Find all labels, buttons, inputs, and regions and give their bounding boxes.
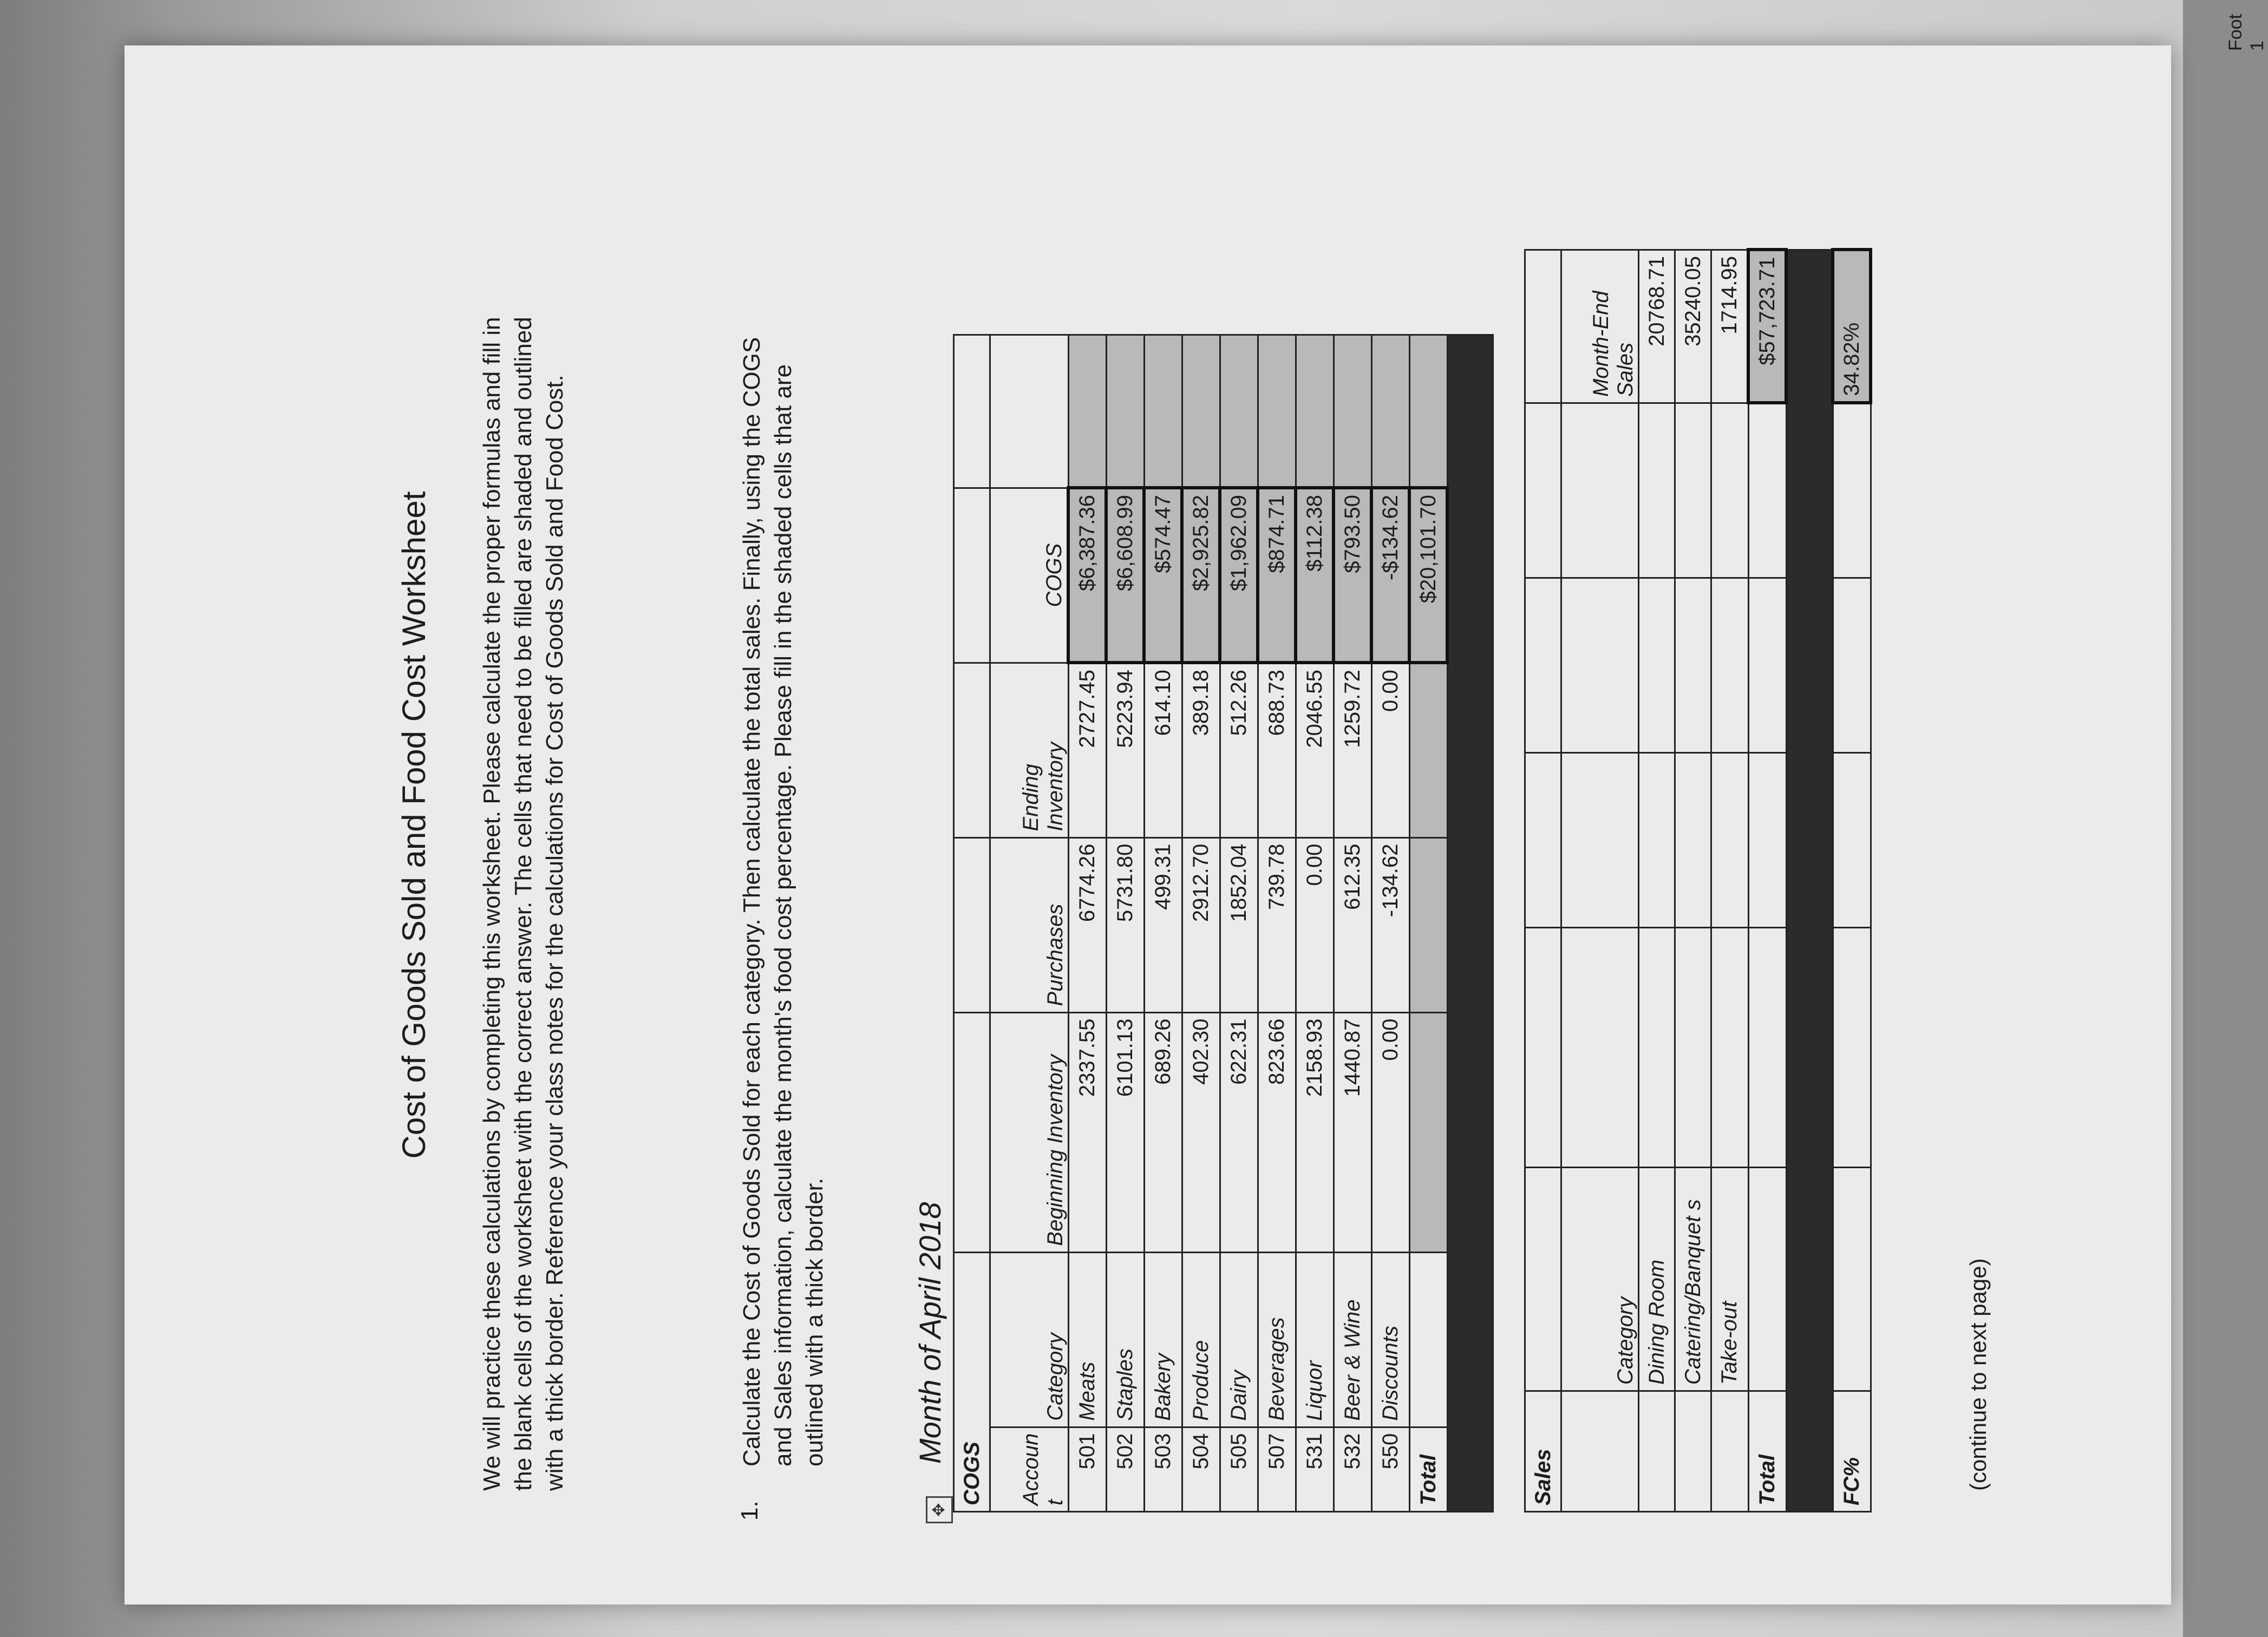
page-number: 1 [2247, 41, 2267, 51]
table-divider [1786, 250, 1833, 1512]
cogs-cell[interactable]: $112.38 [1296, 488, 1334, 663]
sales-category-cell: Dining Room [1639, 1168, 1675, 1391]
cogs-table [953, 334, 1494, 1512]
sales-category-cell: Take-out [1711, 1168, 1749, 1391]
ending-cell: 614.10 [1144, 663, 1182, 837]
purchases-cell: 1852.04 [1220, 837, 1258, 1012]
fc-value-cell[interactable]: 34.82% [1833, 250, 1871, 403]
sales-category-cell: Catering/Banquet s [1675, 1168, 1711, 1391]
category-cell: Liquor [1296, 1252, 1334, 1427]
sales-value-cell: 35240.05 [1675, 250, 1711, 403]
header-cogs: COGS [990, 488, 1069, 663]
cogs-cell[interactable]: $6,387.36 [1068, 488, 1106, 663]
cogs-total-row [1409, 335, 1447, 1511]
ending-cell: 2046.55 [1296, 663, 1334, 837]
category-cell: Dairy [1220, 1252, 1258, 1427]
account-cell: 531 [1296, 1427, 1334, 1511]
cogs-cell[interactable]: $874.71 [1258, 488, 1296, 663]
purchases-cell: 0.00 [1296, 837, 1334, 1012]
instruction-paragraph: Calculate the Cost of Goods Sold for each category. Then calculate the total sales. Finally, using the COGS and Sales information, calculate the month's food cost percentage. Please fill in the shaded cells that are outlined with a thick border. [738, 337, 828, 1466]
category-cell: Meats [1068, 1252, 1106, 1427]
purchases-cell: 612.35 [1334, 837, 1371, 1012]
purchases-cell: 6774.26 [1068, 837, 1106, 1012]
category-cell: Discounts [1371, 1252, 1409, 1427]
purchases-cell: 2912.70 [1182, 837, 1220, 1012]
page-title: Cost of Goods Sold and Food Cost Worksheet [396, 491, 432, 1159]
ending-cell: 1259.72 [1334, 663, 1371, 837]
table-row [1144, 335, 1182, 1511]
sales-header-category: Category [1561, 1168, 1639, 1391]
beginning-cell: 823.66 [1258, 1012, 1296, 1252]
cogs-cell[interactable]: $2,925.82 [1182, 488, 1220, 663]
month-heading: Month of April 2018 [913, 1202, 947, 1464]
beginning-cell: 622.31 [1220, 1012, 1258, 1252]
table-row [1296, 335, 1334, 1511]
account-cell: 502 [1106, 1427, 1144, 1511]
account-cell: 507 [1258, 1427, 1296, 1511]
instruction-number: 1. [736, 1501, 763, 1521]
beginning-cell: 689.26 [1144, 1012, 1182, 1252]
account-cell: 505 [1220, 1427, 1258, 1511]
header-account: Accoun t [990, 1427, 1069, 1511]
beginning-cell: 6101.13 [1106, 1012, 1144, 1252]
category-cell: Bakery [1144, 1252, 1182, 1427]
table-move-handle-icon[interactable]: ✥ [926, 1496, 953, 1523]
account-cell: 501 [1068, 1427, 1106, 1511]
account-cell: 503 [1144, 1427, 1182, 1511]
ending-cell: 0.00 [1371, 663, 1409, 837]
category-cell: Beer & Wine [1334, 1252, 1371, 1427]
category-cell: Produce [1182, 1252, 1220, 1427]
cogs-section-label: COGS [954, 1252, 990, 1511]
beginning-cell: 0.00 [1371, 1012, 1409, 1252]
account-cell: 504 [1182, 1427, 1220, 1511]
beginning-cell: 1440.87 [1334, 1012, 1371, 1252]
table-row [1334, 335, 1371, 1511]
table-row [1711, 250, 1749, 1512]
table-row [1220, 335, 1258, 1511]
beginning-cell: 402.30 [1182, 1012, 1220, 1252]
intro-paragraph: We will practice these calculations by completing this worksheet. Please calculate the proper formulas and fill in the blank cells of the worksheet with the correct answer. The cells that need to be filled are shaded and outlined with a thick border. Reference your class notes for the calculations for Cost of Goods Sold and Food Cost. [479, 317, 568, 1491]
footer-label: Foot [2225, 14, 2246, 51]
cogs-total-cell[interactable]: $20,101.70 [1409, 488, 1447, 663]
table-row [1106, 335, 1144, 1511]
table-row [1068, 335, 1106, 1511]
sales-header-month-end: Month-End Sales [1561, 250, 1639, 403]
cogs-cell[interactable]: $793.50 [1334, 488, 1371, 663]
continue-note: (continue to next page) [1965, 1258, 1991, 1491]
worksheet-page [125, 14, 2267, 1605]
sales-total-label: Total [1748, 1391, 1786, 1512]
table-divider [1447, 335, 1493, 1511]
fc-row [1833, 250, 1871, 1512]
purchases-cell: 499.31 [1144, 837, 1182, 1012]
ending-cell: 2727.45 [1068, 663, 1106, 837]
ending-cell: 389.18 [1182, 663, 1220, 837]
table-row [1675, 250, 1711, 1512]
table-row [1639, 250, 1675, 1512]
purchases-cell: 5731.80 [1106, 837, 1144, 1012]
cogs-cell[interactable]: $574.47 [1144, 488, 1182, 663]
ending-cell: 688.73 [1258, 663, 1296, 837]
purchases-cell: -134.62 [1371, 837, 1409, 1012]
sales-total-cell[interactable]: $57,723.71 [1748, 250, 1786, 403]
beginning-cell: 2337.55 [1068, 1012, 1106, 1252]
table-row [1258, 335, 1296, 1511]
account-cell: 550 [1371, 1427, 1409, 1511]
cogs-cell[interactable]: $6,608.99 [1106, 488, 1144, 663]
purchases-cell: 739.78 [1258, 837, 1296, 1012]
cogs-cell[interactable]: -$134.62 [1371, 488, 1409, 663]
header-ending-inventory: Ending Inventory [990, 663, 1069, 837]
beginning-cell: 2158.93 [1296, 1012, 1334, 1252]
header-category: Category [990, 1252, 1069, 1427]
table-row [1182, 335, 1220, 1511]
cogs-total-label: Total [1409, 1427, 1447, 1511]
header-beginning-inventory: Beginning Inventory [990, 1012, 1069, 1252]
sales-table [1524, 248, 1872, 1513]
fc-label: FC% [1833, 1391, 1871, 1512]
header-purchases: Purchases [990, 837, 1069, 1012]
category-cell: Beverages [1258, 1252, 1296, 1427]
table-row [1371, 335, 1409, 1511]
account-cell: 532 [1334, 1427, 1371, 1511]
category-cell: Staples [1106, 1252, 1144, 1427]
ending-cell: 5223.94 [1106, 663, 1144, 837]
sales-value-cell: 1714.95 [1711, 250, 1749, 403]
sales-section-label: Sales [1525, 1391, 1561, 1512]
sales-total-row [1748, 250, 1786, 1512]
cogs-cell[interactable]: $1,962.09 [1220, 488, 1258, 663]
sales-value-cell: 20768.71 [1639, 250, 1675, 403]
ending-cell: 512.26 [1220, 663, 1258, 837]
